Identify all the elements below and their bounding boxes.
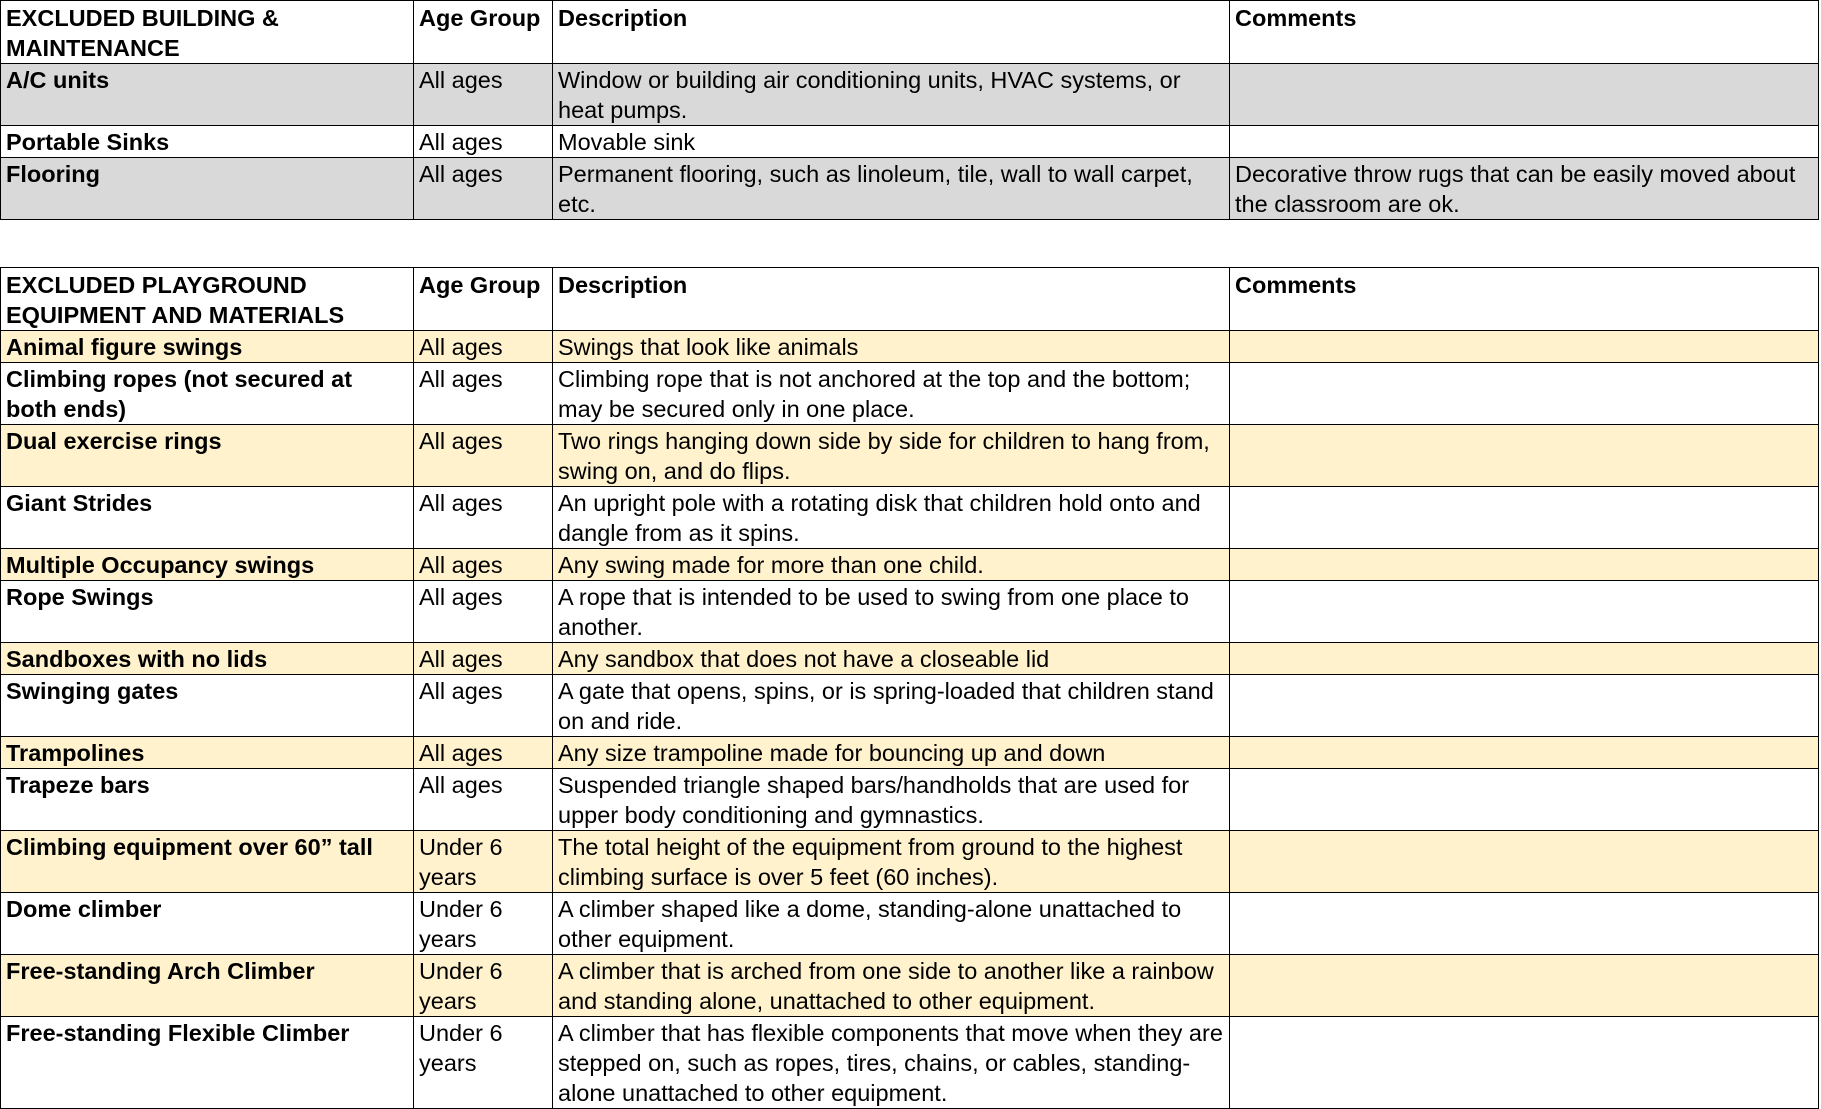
age-cell: All ages: [414, 769, 553, 831]
comments-cell: [1230, 643, 1819, 675]
age-cell: All ages: [414, 643, 553, 675]
comments-cell: [1230, 425, 1819, 487]
age-cell: All ages: [414, 331, 553, 363]
comments-cell: [1230, 126, 1819, 158]
age-cell: All ages: [414, 549, 553, 581]
comments-cell: [1230, 581, 1819, 643]
header-description: Description: [553, 1, 1230, 64]
description-cell: A climber shaped like a dome, standing-alone unattached to other equipment.: [553, 893, 1230, 955]
header-age-group: Age Group: [414, 1, 553, 64]
age-cell: Under 6 years: [414, 893, 553, 955]
comments-cell: [1230, 549, 1819, 581]
age-cell: All ages: [414, 737, 553, 769]
description-cell: Swings that look like animals: [553, 331, 1230, 363]
age-cell: All ages: [414, 363, 553, 425]
description-cell: A climber that is arched from one side to another like a rainbow and standing alone, unattached to other equipment.: [553, 955, 1230, 1017]
item-cell: Multiple Occupancy swings: [1, 549, 414, 581]
comments-cell: [1230, 331, 1819, 363]
description-cell: The total height of the equipment from ground to the highest climbing surface is over 5 feet (60 inches).: [553, 831, 1230, 893]
table-row: [1, 831, 1819, 893]
comments-cell: [1230, 737, 1819, 769]
description-cell: A climber that has flexible components that move when they are stepped on, such as ropes, tires, chains, or cables, standing-alone unattached to other equipment.: [553, 1017, 1230, 1109]
comments-cell: [1230, 363, 1819, 425]
description-cell: Any swing made for more than one child.: [553, 549, 1230, 581]
table-row: [1, 955, 1819, 1017]
header-excluded-building: EXCLUDED BUILDING & MAINTENANCE: [1, 1, 414, 64]
age-cell: All ages: [414, 158, 553, 220]
age-cell: All ages: [414, 126, 553, 158]
description-cell: Window or building air conditioning units, HVAC systems, or heat pumps.: [553, 64, 1230, 126]
comments-cell: [1230, 769, 1819, 831]
description-cell: Suspended triangle shaped bars/handholds that are used for upper body conditioning and gymnastics.: [553, 769, 1230, 831]
header-age-group: Age Group: [414, 268, 553, 331]
age-cell: All ages: [414, 64, 553, 126]
header-excluded-playground: EXCLUDED PLAYGROUND EQUIPMENT AND MATERIALS: [1, 268, 414, 331]
description-cell: Any sandbox that does not have a closeable lid: [553, 643, 1230, 675]
table-header-row: [1, 268, 1819, 331]
item-cell: Portable Sinks: [1, 126, 414, 158]
table-row: [1, 158, 1819, 220]
item-cell: Free-standing Flexible Climber: [1, 1017, 414, 1109]
table-row: [1, 64, 1819, 126]
description-cell: Two rings hanging down side by side for children to hang from, swing on, and do flips.: [553, 425, 1230, 487]
comments-cell: [1230, 893, 1819, 955]
table-row: [1, 126, 1819, 158]
item-cell: Climbing equipment over 60” tall: [1, 831, 414, 893]
description-cell: A rope that is intended to be used to swing from one place to another.: [553, 581, 1230, 643]
table-row: [1, 643, 1819, 675]
table-row: [1, 893, 1819, 955]
item-cell: Sandboxes with no lids: [1, 643, 414, 675]
table-row: [1, 1017, 1819, 1109]
age-cell: All ages: [414, 425, 553, 487]
table-row: [1, 331, 1819, 363]
comments-cell: [1230, 64, 1819, 126]
table-header-row: [1, 1, 1819, 64]
item-cell: Swinging gates: [1, 675, 414, 737]
item-cell: Dual exercise rings: [1, 425, 414, 487]
table-row: [1, 581, 1819, 643]
comments-cell: [1230, 675, 1819, 737]
comments-cell: [1230, 955, 1819, 1017]
table-row: [1, 737, 1819, 769]
age-cell: Under 6 years: [414, 831, 553, 893]
item-cell: Climbing ropes (not secured at both ends): [1, 363, 414, 425]
description-cell: Any size trampoline made for bouncing up and down: [553, 737, 1230, 769]
item-cell: Dome climber: [1, 893, 414, 955]
item-cell: A/C units: [1, 64, 414, 126]
header-comments: Comments: [1230, 1, 1819, 64]
item-cell: Giant Strides: [1, 487, 414, 549]
comments-cell: Decorative throw rugs that can be easily moved about the classroom are ok.: [1230, 158, 1819, 220]
playground-equipment-table: [0, 267, 1819, 1109]
description-cell: Movable sink: [553, 126, 1230, 158]
table-row: [1, 675, 1819, 737]
age-cell: Under 6 years: [414, 955, 553, 1017]
item-cell: Flooring: [1, 158, 414, 220]
header-description: Description: [553, 268, 1230, 331]
age-cell: All ages: [414, 487, 553, 549]
comments-cell: [1230, 831, 1819, 893]
age-cell: Under 6 years: [414, 1017, 553, 1109]
age-cell: All ages: [414, 675, 553, 737]
table-row: [1, 363, 1819, 425]
item-cell: Rope Swings: [1, 581, 414, 643]
table-row: [1, 487, 1819, 549]
building-maintenance-table: [0, 0, 1819, 220]
item-cell: Free-standing Arch Climber: [1, 955, 414, 1017]
age-cell: All ages: [414, 581, 553, 643]
table-row: [1, 769, 1819, 831]
description-cell: Climbing rope that is not anchored at the top and the bottom; may be secured only in one place.: [553, 363, 1230, 425]
table-row: [1, 425, 1819, 487]
description-cell: A gate that opens, spins, or is spring-loaded that children stand on and ride.: [553, 675, 1230, 737]
header-comments: Comments: [1230, 268, 1819, 331]
table-row: [1, 549, 1819, 581]
item-cell: Trampolines: [1, 737, 414, 769]
comments-cell: [1230, 487, 1819, 549]
comments-cell: [1230, 1017, 1819, 1109]
item-cell: Animal figure swings: [1, 331, 414, 363]
description-cell: An upright pole with a rotating disk that children hold onto and dangle from as it spins.: [553, 487, 1230, 549]
description-cell: Permanent flooring, such as linoleum, tile, wall to wall carpet, etc.: [553, 158, 1230, 220]
item-cell: Trapeze bars: [1, 769, 414, 831]
